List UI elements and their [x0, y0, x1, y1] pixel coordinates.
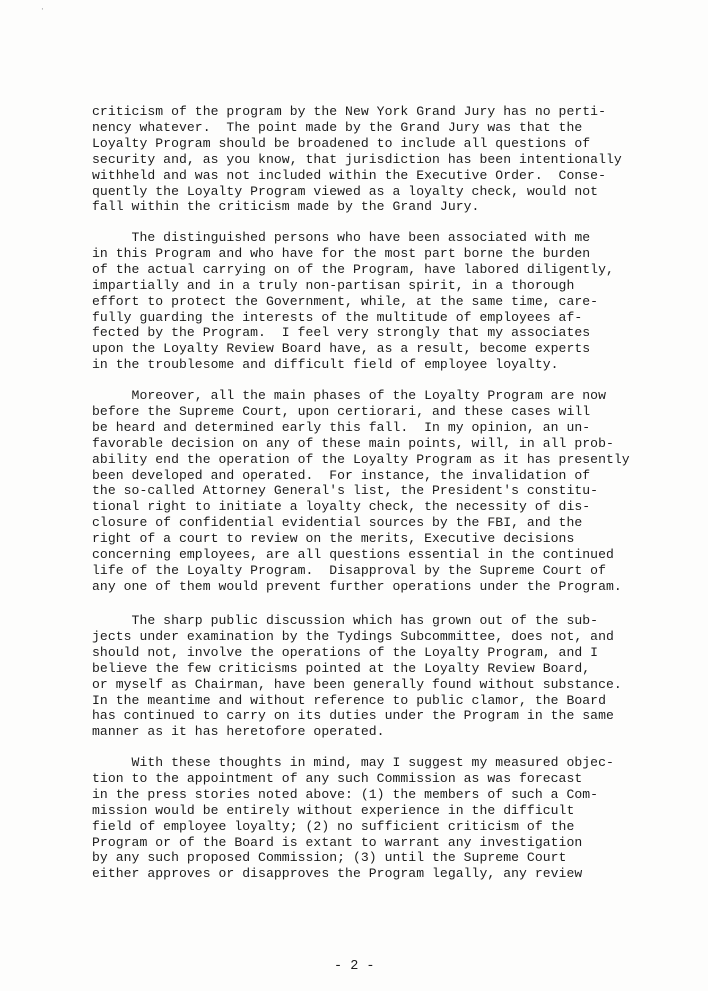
text-line: by any such proposed Commission; (3) until the Supreme Court: [92, 850, 567, 865]
text-line: closure of confidential evidential sources by the FBI, and the: [92, 515, 583, 530]
text-line: nency whatever. The point made by the Grand Jury was that the: [92, 120, 583, 135]
text-line: security and, as you know, that jurisdiction has been intentionally: [92, 152, 622, 167]
text-line: criticism of the program by the New York Grand Jury has no perti-: [92, 104, 606, 119]
text-line: either approves or disapproves the Program legally, any review: [92, 866, 583, 881]
text-line: of the actual carrying on of the Program, have labored diligently,: [92, 262, 614, 277]
text-line: withheld and was not included within the Executive Order. Conse-: [92, 168, 606, 183]
text-line: impartially and in a truly non-partisan spirit, in a thorough: [92, 278, 575, 293]
text-line: The sharp public discussion which has grown out of the sub-: [92, 613, 599, 628]
text-line: the so-called Attorney General's list, the President's constitu-: [92, 483, 599, 498]
text-line: tion to the appointment of any such Commission as was forecast: [92, 771, 583, 786]
text-line: effort to protect the Government, while, at the same time, care-: [92, 294, 599, 309]
text-line: before the Supreme Court, upon certiorari, and these cases will: [92, 404, 591, 419]
text-line: manner as it has heretofore operated.: [92, 724, 385, 739]
text-line: mission would be entirely without experience in the difficult: [92, 803, 575, 818]
text-line: field of employee loyalty; (2) no sufficient criticism of the: [92, 819, 575, 834]
text-line: favorable decision on any of these main points, will, in all prob-: [92, 436, 614, 451]
text-line: right of a court to review on the merits, Executive decisions: [92, 531, 575, 546]
text-line: upon the Loyalty Review Board have, as a result, become experts: [92, 341, 591, 356]
text-line: in the troublesome and difficult field of employee loyalty.: [92, 357, 559, 372]
text-line: Loyalty Program should be broadened to include all questions of: [92, 136, 591, 151]
text-line: The distinguished persons who have been associated with me: [92, 230, 591, 245]
text-line: fall within the criticism made by the Grand Jury.: [92, 199, 480, 214]
text-line: In the meantime and without reference to public clamor, the Board: [92, 693, 606, 708]
text-line: been developed and operated. For instance, the invalidation of: [92, 468, 591, 483]
text-line: concerning employees, are all questions essential in the continued: [92, 547, 614, 562]
text-line: in this Program and who have for the most part borne the burden: [92, 246, 591, 261]
text-line: believe the few criticisms pointed at the Loyalty Review Board,: [92, 661, 591, 676]
text-line: has continued to carry on its duties under the Program in the same: [92, 708, 614, 723]
page-number: - 2 -: [334, 959, 375, 974]
text-line: fected by the Program. I feel very strongly that my associates: [92, 325, 591, 340]
text-line: fully guarding the interests of the multitude of employees af-: [92, 310, 583, 325]
text-line: any one of them would prevent further operations under the Program.: [92, 579, 622, 594]
text-line: be heard and determined early this fall. In my opinion, an un-: [92, 420, 591, 435]
text-line: jects under examination by the Tydings Subcommittee, does not, and: [92, 629, 614, 644]
text-line: ability end the operation of the Loyalty Program as it has presently: [92, 452, 630, 467]
text-line: should not, involve the operations of the Loyalty Program, and I: [92, 645, 599, 660]
text-line: With these thoughts in mind, may I suggest my measured objec-: [92, 755, 614, 770]
text-line: quently the Loyalty Program viewed as a loyalty check, would not: [92, 184, 599, 199]
text-line: Program or of the Board is extant to warrant any investigation: [92, 835, 583, 850]
scan-speck: ·: [40, 5, 45, 14]
text-line: or myself as Chairman, have been generally found without substance.: [92, 677, 622, 692]
text-line: life of the Loyalty Program. Disapproval by the Supreme Court of: [92, 563, 606, 578]
text-line: in the press stories noted above: (1) the members of such a Com-: [92, 787, 599, 802]
text-line: tional right to initiate a loyalty check, the necessity of dis-: [92, 499, 591, 514]
text-line: Moreover, all the main phases of the Loyalty Program are now: [92, 388, 606, 403]
